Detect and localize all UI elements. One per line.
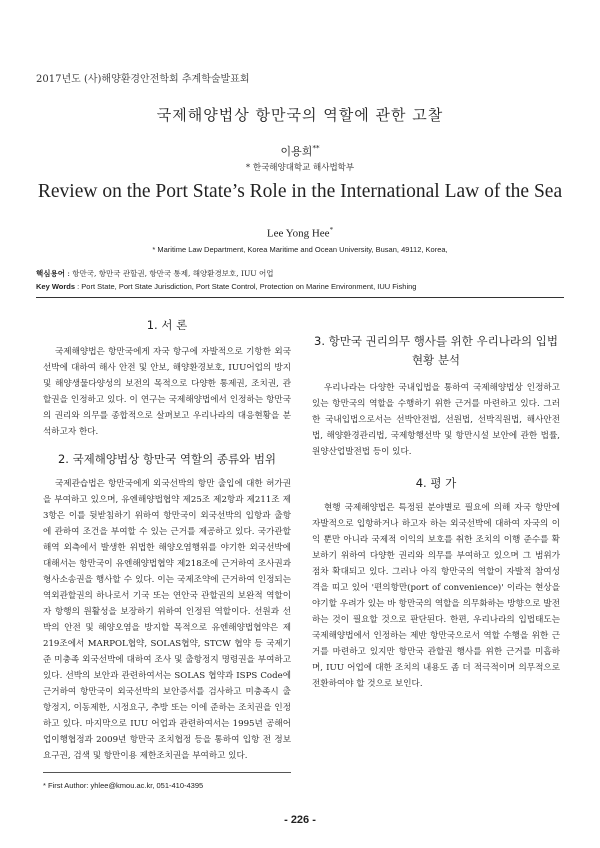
keywords-korean-text: : 항만국, 항만국 관할권, 항만국 통제, 해양환경보호, IUU 어업 (64, 269, 274, 278)
affiliation-korean: * 한국해양대학교 해사법학부 (245, 163, 355, 173)
keywords-korean-label: 핵심용어 (36, 269, 65, 278)
section-3-heading: 3. 항만국 권리의무 행사를 위한 우리나라의 입법현황 분석 (314, 334, 558, 367)
right-column (312, 318, 560, 692)
footnote: * First Author: yhlee@kmou.ac.kr, 051-410-4395 (43, 781, 204, 790)
author-english-name: Lee Yong Hee (266, 227, 330, 240)
footnote-divider (43, 772, 291, 773)
section-3-paragraph: 우리나라는 다양한 국내입법을 통하여 국제해양법상 인정하고 있는 항만국의 역할을 수행하기 위한 근거를 마련하고 있다. 그러한 국내입법으로서는 선박안전법, 선원법, 선박직원법, 해사안전법, 해양환경관리법, 국제항행선박 및 항만시설 보안에 관한 법률, 원양산업발전법 등이 있다. (312, 383, 560, 457)
keywords-korean (36, 268, 576, 279)
keywords-english-label: Key Words (36, 282, 76, 291)
section-2-paragraph: 국제관습법은 항만국에게 외국선박의 항만 출입에 대한 허가권을 부여하고 있으며, 유엔해양법협약 제25조 제2항과 제211조 제3항은 이를 뒷받침하기 위하여 항만국이 외국선박의 입항과 출항에 관하여 조건을 부여할 수 있는 근거를 제공하고 있다. 국가관할해역 외측에서 발생한 위법한 해양오염행위를 야기한 외국선박에 대해서는 항만국이 유엔해양법협약 제218조에 근거하여 조사권과 형사소송권을 행사할 수 있다. 이는 국제조약에 근거하여 인정되는 역외관할권의 하나로서 기국 또는 연안국 관할권의 보완적 역할이자 항행의 원활성을 보장하기 위하여 인정된 역할이다. 선원과 선박의 안전 및 해양오염을 방지할 목적으로 유엔해양법협약은 제219조에서 MARPOL협약, SOLAS협약, STCW 협약 등 국제기준 미충족 외국선박에 대하여 조사 및 출항정지 명령권을 부여하고 있다. 선박의 보안과 관련하여서는 SOLAS 협약과 ISPS Code에 근거하여 항만국이 외국선박의 보안증서를 검사하고 미충족시 출항정지, 이동제한, 시정요구, 추방 또는 이에 준하는 조치권을 인정하고 있다. 마지막으로 IUU 어업과 관련하여서는 1995년 공해어업이행협정과 2009년 항만국 조치협정 등을 통하여 입항 전 정보요구권, 검색 및 항만이용 제한조치권을 부여하고 있다. (43, 479, 291, 761)
title-korean: 국제해양법상 항만국의 역할에 관한 고찰 (156, 106, 444, 124)
section-4-heading: 4. 평 가 (415, 476, 457, 490)
title-english: Review on the Port State’s Role in the International Law of the Sea (37, 181, 563, 202)
keywords-english-text: : Port State, Port State Jurisdiction, Port State Control, Protection on Marine Environment, IUU Fishing (75, 282, 417, 291)
author-korean-name: 이용희 (280, 145, 313, 158)
section-2-heading: 2. 국제해양법상 항만국 역할의 종류와 범위 (57, 452, 277, 466)
conference-header: 2017년도 (사)해양환경안전학회 추계학술발표회 (36, 74, 250, 85)
author-english-mark: * (329, 226, 334, 234)
author-korean-mark: ** (312, 144, 320, 153)
page-number: - 226 - (284, 814, 316, 826)
affiliation-english: * Maritime Law Department, Korea Maritime and Ocean University, Busan, 49112, Korea, (152, 245, 448, 254)
section-1-paragraph: 국제해양법은 항만국에게 자국 항구에 자발적으로 기항한 외국선박에 대하여 해사 안전 및 안보, 해양환경보호, IUU어업의 방지 및 해양생물다양성의 보전의 목적으로 다양한 통제권, 조치권, 관할권을 인정하고 있다. 이 연구는 국제해양법에서 인정하는 항만국의 권리와 의무를 종합적으로 살펴보고 우리나라의 대응현황을 분석하고자 한다. (43, 347, 291, 437)
section-4-paragraph: 현행 국제해양법은 특정된 분야별로 필요에 의해 자국 항만에 자발적으로 입항하거나 하고자 하는 외국선박에 대하여 자국의 이익 뿐만 아니라 국제적 이익의 보호를 취한 조치의 이행 준수를 확보하기 위하여 다양한 권리와 의무를 부여하고 있으며 그 범위가 점차 확대되고 있다. 그러나 아직 항만국의 역할이 자발적 참여성격을 띠고 있어 '편의항만(port of convenience)' 이라는 현상을 야기할 우려가 있는 바 항만국의 역할을 의무화하는 방향으로 발전하는 것이 필요할 것으로 판단된다. 한편, 우리나라의 입법태도는 국제해양법에서 인정하는 제반 항만국으로서 역할 수행을 위한 근거를 마련하고 있지만 항만국 관할권 행사를 위한 근거를 미흡하며, IUU 어업에 대한 조치의 내용도 좀 더 적극적이며 의무적으로 전환하여야 할 것으로 보인다. (312, 503, 560, 689)
left-column (43, 308, 291, 764)
section-1-heading: 1. 서 론 (146, 318, 188, 332)
keywords-english (36, 282, 576, 291)
author-korean (0, 143, 600, 159)
header-divider (36, 297, 564, 298)
author-english (0, 226, 600, 240)
